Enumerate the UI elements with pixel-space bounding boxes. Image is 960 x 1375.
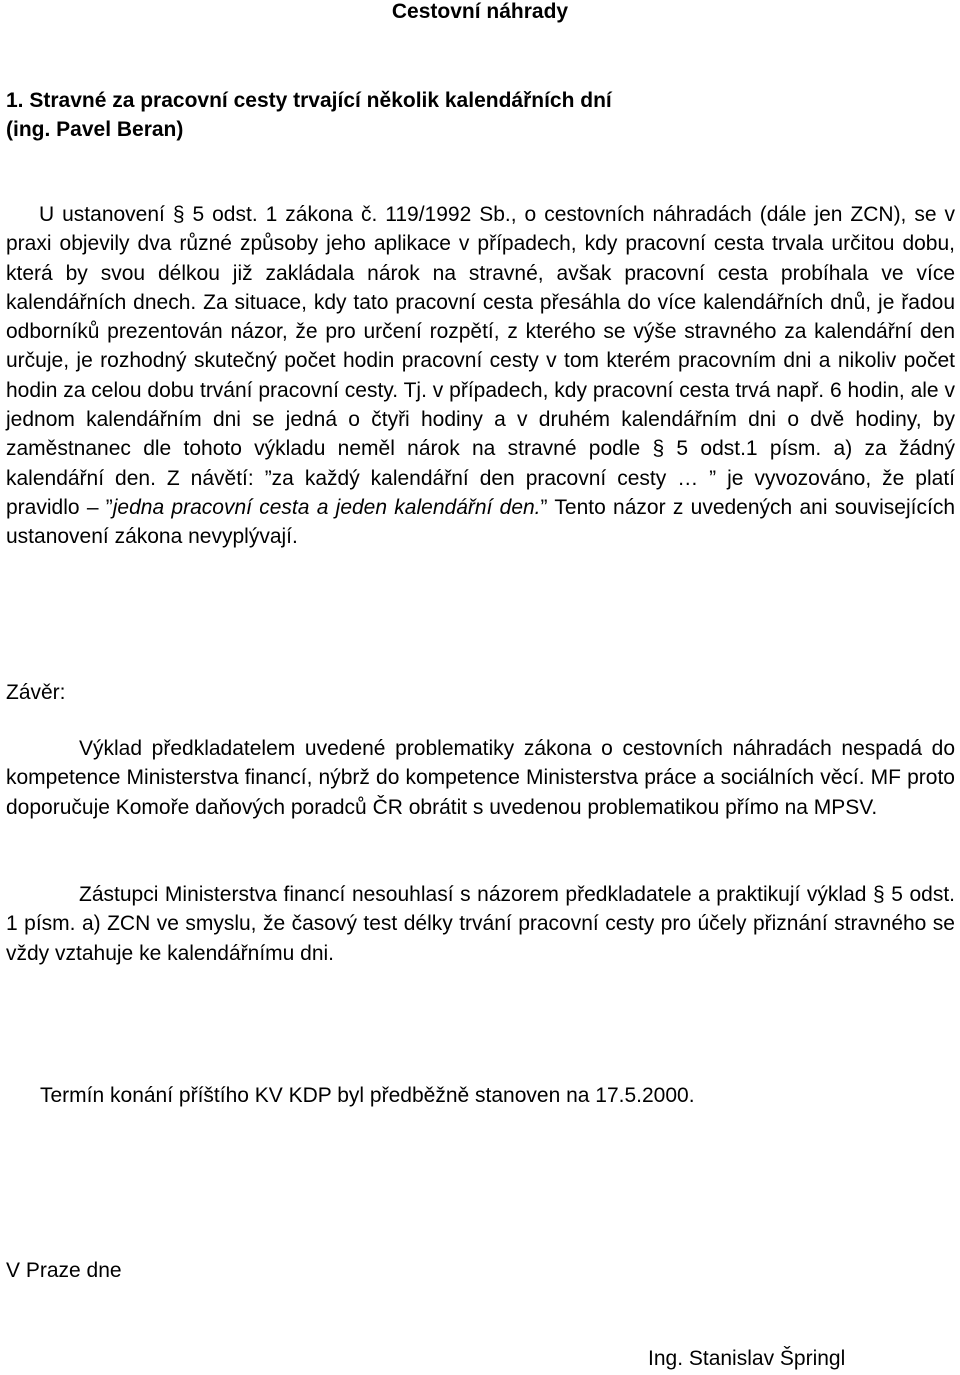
ministry-text: Zástupci Ministerstva financí nesouhlasí s názorem předkladatele a praktikují výklad § 5 odst. 1 písm. a) ZCN ve smyslu, že časový test délky trvání pracovní cesty pro účely přiznání stravného se vždy vztahuje ke kalendářnímu dni. xyxy=(6,883,955,965)
place-date-line: V Praze dne xyxy=(6,1259,122,1282)
document-title: Cestovní náhrady xyxy=(391,0,569,23)
main-paragraph xyxy=(6,200,955,552)
signature: Ing. Stanislav Špringl xyxy=(648,1347,846,1370)
section-heading xyxy=(6,86,612,144)
ministry-paragraph xyxy=(6,880,955,968)
conclusion-text: Výklad předkladatelem uvedené problematiky zákona o cestovních náhradách nespadá do kompetence Ministerstva financí, nýbrž do kompetence Ministerstva práce a sociálních věcí. MF proto doporučuje Komoře daňových poradců ČR obrátit s uvedenou problematikou přímo na MPSV. xyxy=(6,737,955,819)
main-paragraph-italic: jedna pracovní cesta a jeden kalendářní den. xyxy=(112,495,541,519)
section-heading-author: (ing. Pavel Beran) xyxy=(6,118,184,141)
main-paragraph-text-end: ” Tento názor z uvedených ani souvisejících ustanovení zákona nevyplývají. xyxy=(6,495,955,549)
next-meeting-note: Termín konání příštího KV KDP byl předběžně stanoven na 17.5.2000. xyxy=(40,1084,695,1107)
conclusion-label: Závěr: xyxy=(6,681,66,704)
section-heading-line1: 1. Stravné za pracovní cesty trvající několik kalendářních dní xyxy=(6,89,612,112)
main-paragraph-text: U ustanovení § 5 odst. 1 zákona č. 119/1992 Sb., o cestovních náhradách (dále jen ZCN), se v praxi objevily dva různé způsoby jeho aplikace v případech, kdy pracovní cesta trvala určitou dobu, která by svou délkou již zakládala nárok na stravné, avšak pracovní cesta probíhala ve více kalendářních dnech. Za situace, kdy tato pracovní cesta přesáhla do více kalendářních dnů, je řadou odborníků prezentován názor, že pro určení rozpětí, z kterého se výše stravného za kalendářní den určuje, je rozhodný skutečný počet hodin pracovní cesty v tom kterém pracovním dni a nikoliv počet hodin za celou dobu trvání pracovní cesty. Tj. v případech, kdy pracovní cesta trvá např. 6 hodin, ale v jednom kalendářním dni se jedná o čtyři hodiny a v druhém kalendářním dni o dvě hodiny, by zaměstnanec dle tohoto výkladu neměl nárok na stravné podle § 5 odst.1 písm. a) za žádný kalendářní den. Z návětí: ”za každý kalendářní den pracovní cesty … ” je vyvozováno, že platí pravidlo – ” xyxy=(6,203,955,519)
conclusion-paragraph xyxy=(6,734,955,822)
